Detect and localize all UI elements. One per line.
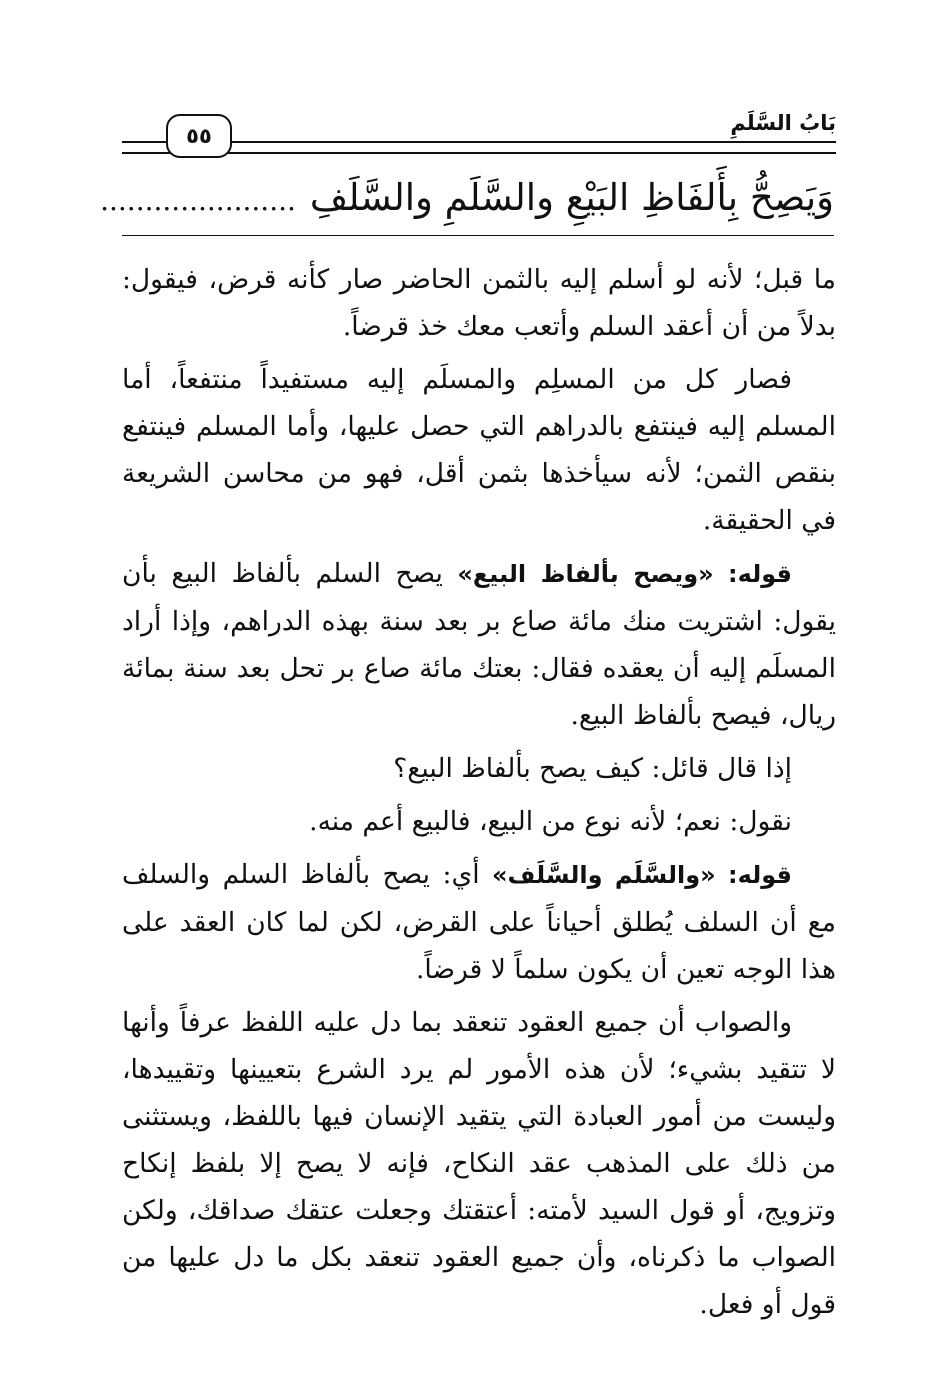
- page-number: ٥٥: [166, 114, 232, 158]
- paragraph-7: والصواب أن جميع العقود تنعقد بما دل عليه اللفظ عرفاً وأنها لا تتقيد بشيء؛ لأن هذه الأمور لم يرد الشرع بتعيينها وتقييدها، وليست من أمور العبادة التي يتقيد الإنسان فيها باللفظ، ويستثنى من ذلك على المذهب عقد النكاح، فإنه لا يصح إلا بلفظ إنكاح وتزويج، أو قول السيد لأمته: أعتقتك وجعلت عتقك صداقك، ولكن الصواب ما ذكرناه، وأن جميع العقود تنعقد بكل ما دل عليها من قول أو فعل.: [122, 1007, 836, 1320]
- paragraph-4: إذا قال قائل: كيف يصح بألفاظ البيع؟: [393, 753, 792, 784]
- matn-heading: [100, 168, 834, 228]
- paragraph-6-text: أي: يصح بألفاظ السلم والسلف مع أن السلف يُطلق أحياناً على القرض، لكن لما كان العقد على هذا الوجه تعين أن يكون سلماً لا قرضاً.: [122, 859, 836, 985]
- paragraph-2: فصار كل من المسلِم والمسلَم إليه مستفيداً منتفعاً، أما المسلم إليه فينتفع بالدراهم التي حصل عليها، وأما المسلم فينتفع بنقص الثمن؛ لأنه سيأخذها بثمن أقل، فهو من محاسن الشريعة في الحقيقة.: [122, 364, 836, 536]
- matn-dots: ......................: [100, 184, 296, 217]
- commentary-body: [122, 256, 836, 1334]
- matn-text: وَيَصِحُّ بِأَلفَاظِ البَيْعِ والسَّلَمِ والسَّلَفِ: [309, 176, 834, 219]
- header-double-rule-left: [122, 141, 170, 154]
- matn-quote-1: قوله: «ويصح بألفاظ البيع»: [457, 560, 792, 588]
- paragraph-3: [122, 550, 836, 739]
- matn-quote-2: قوله: «والسَّلَم والسَّلَف»: [492, 861, 792, 889]
- paragraph-5: نقول: نعم؛ لأنه نوع من البيع، فالبيع أعم منه.: [309, 806, 792, 837]
- heading-divider: [122, 235, 834, 236]
- chapter-title: بَابُ السَّلَمِ: [730, 111, 836, 135]
- header-double-rule: [226, 141, 836, 154]
- paragraph-1: ما قبل؛ لأنه لو أسلم إليه بالثمن الحاضر صار كأنه قرض، فيقول: بدلاً من أن أعقد السلم وأتعب معك خذ قرضاً.: [122, 264, 836, 342]
- paragraph-3-text: يصح السلم بألفاظ البيع بأن يقول: اشتريت منك مائة صاع بر بعد سنة بهذه الدراهم، وإذا أراد المسلَم إليه أن يعقده فقال: بعتك مائة صاع بر تحل بعد سنة بمائة ريال، فيصح بألفاظ البيع.: [122, 558, 836, 731]
- paragraph-6: [122, 851, 836, 993]
- running-header: [122, 108, 836, 160]
